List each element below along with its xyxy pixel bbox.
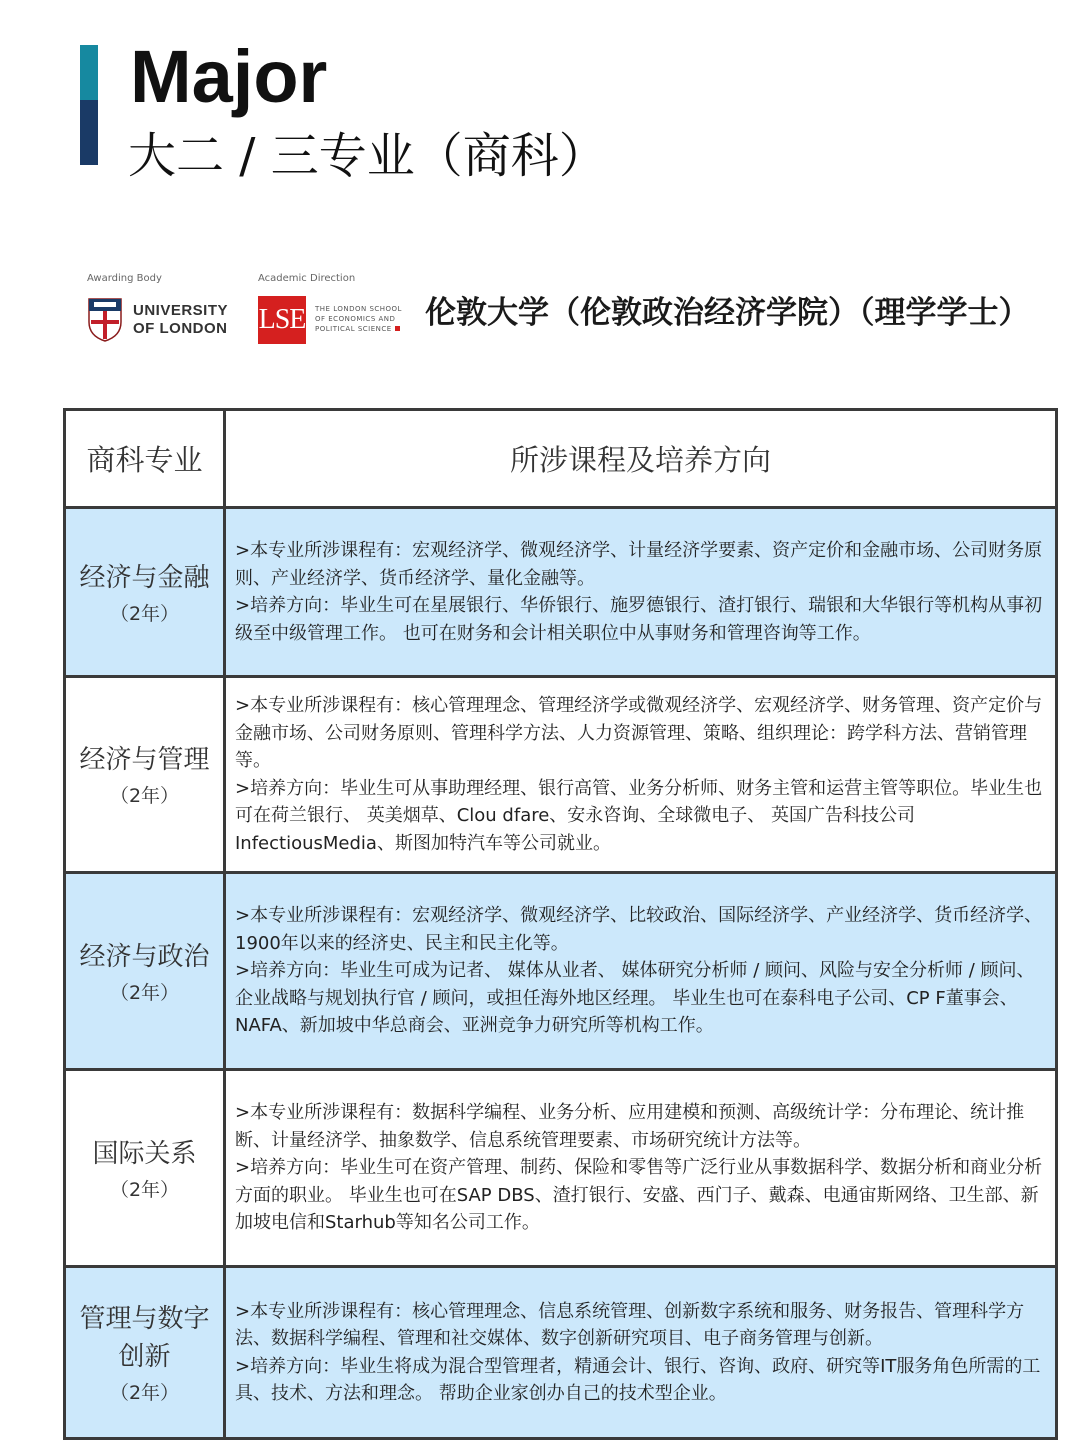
courses-text: >本专业所涉课程有：宏观经济学、微观经济学、比较政治、国际经济学、产业经济学、货币经济学、1900年以来的经济史、民主和民主化等。 xyxy=(235,905,1043,954)
major-cell xyxy=(65,1070,225,1267)
careers-text: >培养方向：毕业生可在星展银行、华侨银行、施罗德银行、渣打银行、瑞银和大华银行等机构从事初级至中级管理工作。 也可在财务和会计相关职位中从事财务和管理咨询等工作。 xyxy=(235,595,1043,644)
major-cell xyxy=(65,873,225,1070)
majors-table xyxy=(63,408,1058,1440)
major-name: 经济与政治 xyxy=(79,941,210,972)
table-row xyxy=(65,677,1057,873)
courses-text: >本专业所涉课程有：数据科学编程、业务分析、应用建模和预测、高级统计学：分布理论、统计推断、计量经济学、抽象数学、信息系统管理要素、市场研究统计方法等。 xyxy=(235,1102,1025,1151)
description-cell xyxy=(225,508,1057,677)
column-header-courses: 所涉课程及培养方向 xyxy=(225,410,1057,508)
awarding-body-label: Awarding Body xyxy=(87,273,162,284)
major-cell xyxy=(65,677,225,873)
major-name: 经济与金融 xyxy=(79,562,210,593)
careers-text: >培养方向：毕业生将成为混合型管理者，精通会计、银行、咨询、政府、研究等IT服务角色所需的工具、技术、方法和理念。 帮助企业家创办自己的技术型企业。 xyxy=(235,1355,1041,1404)
column-header-major: 商科专业 xyxy=(65,410,225,508)
major-name: 经济与管理 xyxy=(79,745,210,775)
description-cell xyxy=(225,677,1057,873)
careers-text: >培养方向：毕业生可从事助理经理、银行高管、业务分析师、财务主管和运营主管等职位。毕业生也可在荷兰银行、 英美烟草、Clou dfare、安永咨询、全球微电子、 英国广告科技公司InfectiousMedia、斯图加特汽车等公司就业。 xyxy=(235,777,1043,854)
major-duration: （2年） xyxy=(109,602,180,625)
page-title: Major xyxy=(130,35,328,118)
academic-direction-label: Academic Direction xyxy=(258,273,356,284)
university-wordmark: UNIVERSITY OF LONDON xyxy=(133,302,229,337)
careers-text: >培养方向：毕业生可在资产管理、制药、保险和零售等广泛行业从事数据科学、数据分析和商业分析方面的职业。 毕业生也可在SAP DBS、渣打银行、安盛、西门子、戴森、电通宙斯网络、卫生部、新加坡电信和Starhub等知名公司工作。 xyxy=(235,1157,1043,1234)
courses-text: >本专业所涉课程有：宏观经济学、微观经济学、计量经济学要素、资产定价和金融市场、公司财务原则、产业经济学、货币经济学、量化金融等。 xyxy=(235,540,1043,589)
major-cell xyxy=(65,1267,225,1439)
major-name: 管理与数字创新 xyxy=(79,1304,210,1372)
major-duration: （2年） xyxy=(109,1382,180,1404)
courses-text: >本专业所涉课程有：核心管理理念、管理经济学或微观经济学、宏观经济学、财务管理、资产定价与金融市场、公司财务原则、管理科学方法、人力资源管理、策略、组织理论：跨学科方法、营销管理等。 xyxy=(235,695,1043,771)
university-heading: 伦敦大学（伦敦政治经济学院）（理学学士） xyxy=(425,295,1030,331)
table-row xyxy=(65,873,1057,1070)
courses-text: >本专业所涉课程有：核心管理理念、信息系统管理、创新数字系统和服务、财务报告、管理科学方法、数据科学编程、管理和社交媒体、数字创新研究项目、电子商务管理与创新。 xyxy=(235,1300,1025,1349)
table-row xyxy=(65,1070,1057,1267)
lse-wordmark: THE LONDON SCHOOL OF ECONOMICS AND POLITICAL SCIENCE xyxy=(315,305,402,333)
major-name: 国际关系 xyxy=(92,1138,197,1169)
description-cell xyxy=(225,1267,1057,1439)
careers-text: >培养方向：毕业生可成为记者、 媒体从业者、 媒体研究分析师 / 顾问、风险与安全分析师 / 顾问、企业战略与规划执行官 / 顾问，或担任海外地区经理。 毕业生也可在泰科电子公司、CP F董事会、NAFA、新加坡中华总商会、亚洲竞争力研究所等机构工作。 xyxy=(235,960,1035,1037)
table-header-row xyxy=(65,410,1057,508)
major-duration: （2年） xyxy=(109,1178,180,1201)
title-accent-bar xyxy=(80,45,98,165)
table-row xyxy=(65,1267,1057,1439)
major-duration: （2年） xyxy=(109,785,180,807)
lse-logo-mark: LSE xyxy=(258,296,306,344)
description-cell xyxy=(225,873,1057,1070)
table-row xyxy=(65,508,1057,677)
page-subtitle: 大二 / 三专业（商科） xyxy=(128,128,607,184)
description-cell xyxy=(225,1070,1057,1267)
major-cell xyxy=(65,508,225,677)
university-shield-icon xyxy=(88,298,122,342)
major-duration: （2年） xyxy=(109,981,180,1004)
